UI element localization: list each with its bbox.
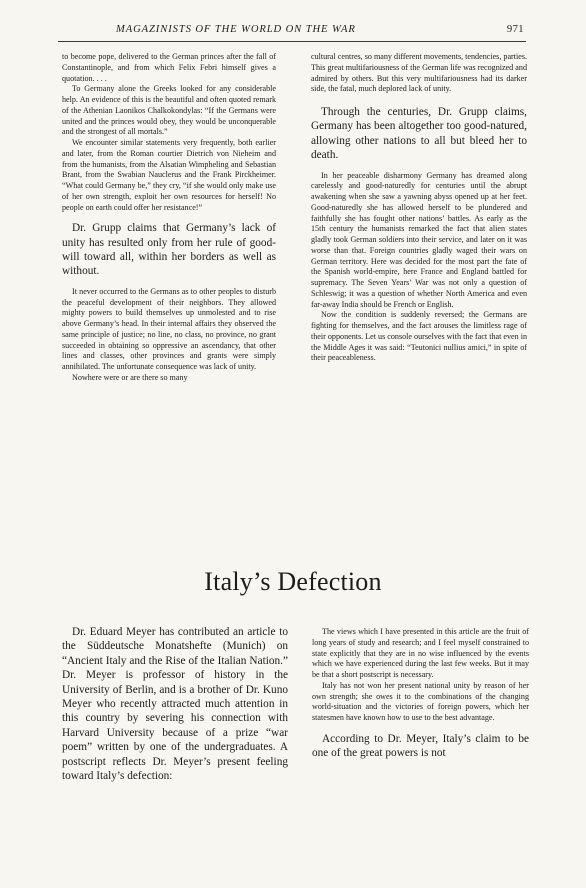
summary-paragraph: Dr. Grupp claims that Germany’s lack of unity has resulted only from her rule of good-will toward all, within her borders as well as without.	[62, 222, 276, 278]
column-3	[62, 625, 288, 783]
paragraph: To Germany alone the Greeks looked for any considerable help. An evidence of this is the beautiful and often quoted remark of the Athenian Laonikos Chalkokondylas: “If the Germans were united and the princes would obey, they would be unconquerable and the strongest of all mortals.”	[62, 84, 276, 137]
paragraph: to become pope, delivered to the German princes after the fall of Constantinople, and from which Felix Febri himself gives a quotation. . . .	[62, 52, 276, 83]
paragraph: Nowhere were or are there so many	[72, 372, 188, 382]
paragraph: It never occurred to the Germans as to other peoples to disturb the peaceful development of their neighbors. They allowed mighty powers to build themselves up unmolested and to rise above Germany’s head. In their internal affairs they observed the same principle of justice; no line, no class, no province, no grant succeeded in obtaining so oppressive an ascendancy, that other lines and classes, other provinces and grants were simply annihilated. The unfortunate consequence was lack of unity.	[62, 286, 276, 372]
header-rule	[58, 41, 526, 42]
paragraph: Now the condition is suddenly reversed; the Germans are fighting for themselves, and the fact arouses the limitless rage of their opponents. Let us console ourselves with the fact that even in the Middle Ages it was said: “Teutonici nullius amici,” in spite of their peaceableness.	[311, 310, 527, 363]
intro-paragraph: Dr. Eduard Meyer has contributed an article to the Süddeutsche Monatshefte (Munich) on “Ancient Italy and the Rise of the Italian Nation.” Dr. Meyer is professor of history in the University of Berlin, and is a brother of Dr. Kuno Meyer who recently attracted much attention in this country by severing his connection with Harvard University because of a prize “war poem” written by one of the undergraduates. A postscript reflects Dr. Meyer’s present feeling toward Italy’s defection:	[62, 626, 288, 783]
page-number: 971	[506, 24, 524, 35]
section-title: Italy’s Defection	[204, 567, 382, 596]
running-title: MAGAZINISTS OF THE WORLD ON THE WAR	[116, 24, 356, 35]
summary-paragraph: Through the centuries, Dr. Grupp claims, Germany has been altogether too good-natured, allowing other nations to all but bleed her to death.	[311, 106, 527, 162]
column-4	[312, 627, 529, 761]
paragraph: Italy has not won her present national unity by reason of her own strength; she owes it to the combinations of the changing world-situation and the victories of foreign powers, which her statesmen have known how to use to the best advantage.	[312, 680, 529, 722]
paragraph: The views which I have presented in this article are the fruit of long years of study and research; and I feel myself constrained to state explicitly that they are in no wise influenced by the events which we have experienced during the last few weeks. But it may be that a short postscript is necessary.	[312, 627, 529, 679]
paragraph: We encounter similar statements very frequently, both earlier and later, from the Roman courtier Dietrich von Nieheim and from the humanists, from the Alsatian Wimpheling and Sebastian Brant, from the Swabian Nauclerus and the Frank Pirckheimer. “What could Germany be,” they cry, “if she would only make use of her own strength, exploit her own resources for herself! No people on earth could offer her resistance!”	[62, 138, 276, 212]
running-header	[58, 24, 524, 40]
paragraph: cultural centres, so many different movements, tendencies, parties. This great multifariousness of the German life was recognized and admired by others. But this very multifariousness had its darker side, the fatal, much deplored lack of unity.	[311, 52, 527, 94]
column-2	[311, 52, 527, 364]
paragraph: In her peaceable disharmony Germany has dreamed along carelessly and good-naturedly for centuries until the abrupt awakening when she saw a yawning abyss opened up at her feet. Good-naturedly she has allowed herself to be plundered and faithfully she has fought other nations’ battles. As early as the 15th century the humanists remarked the fact that alien states gladly took German soldiers into their service, and later on it was worse than that. Foreign countries gladly waged their wars on German territory. Here was decided for the most part the fate of the Spanish world-empire, here France and England battled for supremacy. The Seven Years’ War was not only a question of Schleswig; it was a question of whether North America and even far-away India should be French or English.	[311, 170, 527, 309]
summary-paragraph: According to Dr. Meyer, Italy’s claim to be one of the great powers is not	[312, 732, 529, 760]
column-1	[62, 52, 276, 384]
